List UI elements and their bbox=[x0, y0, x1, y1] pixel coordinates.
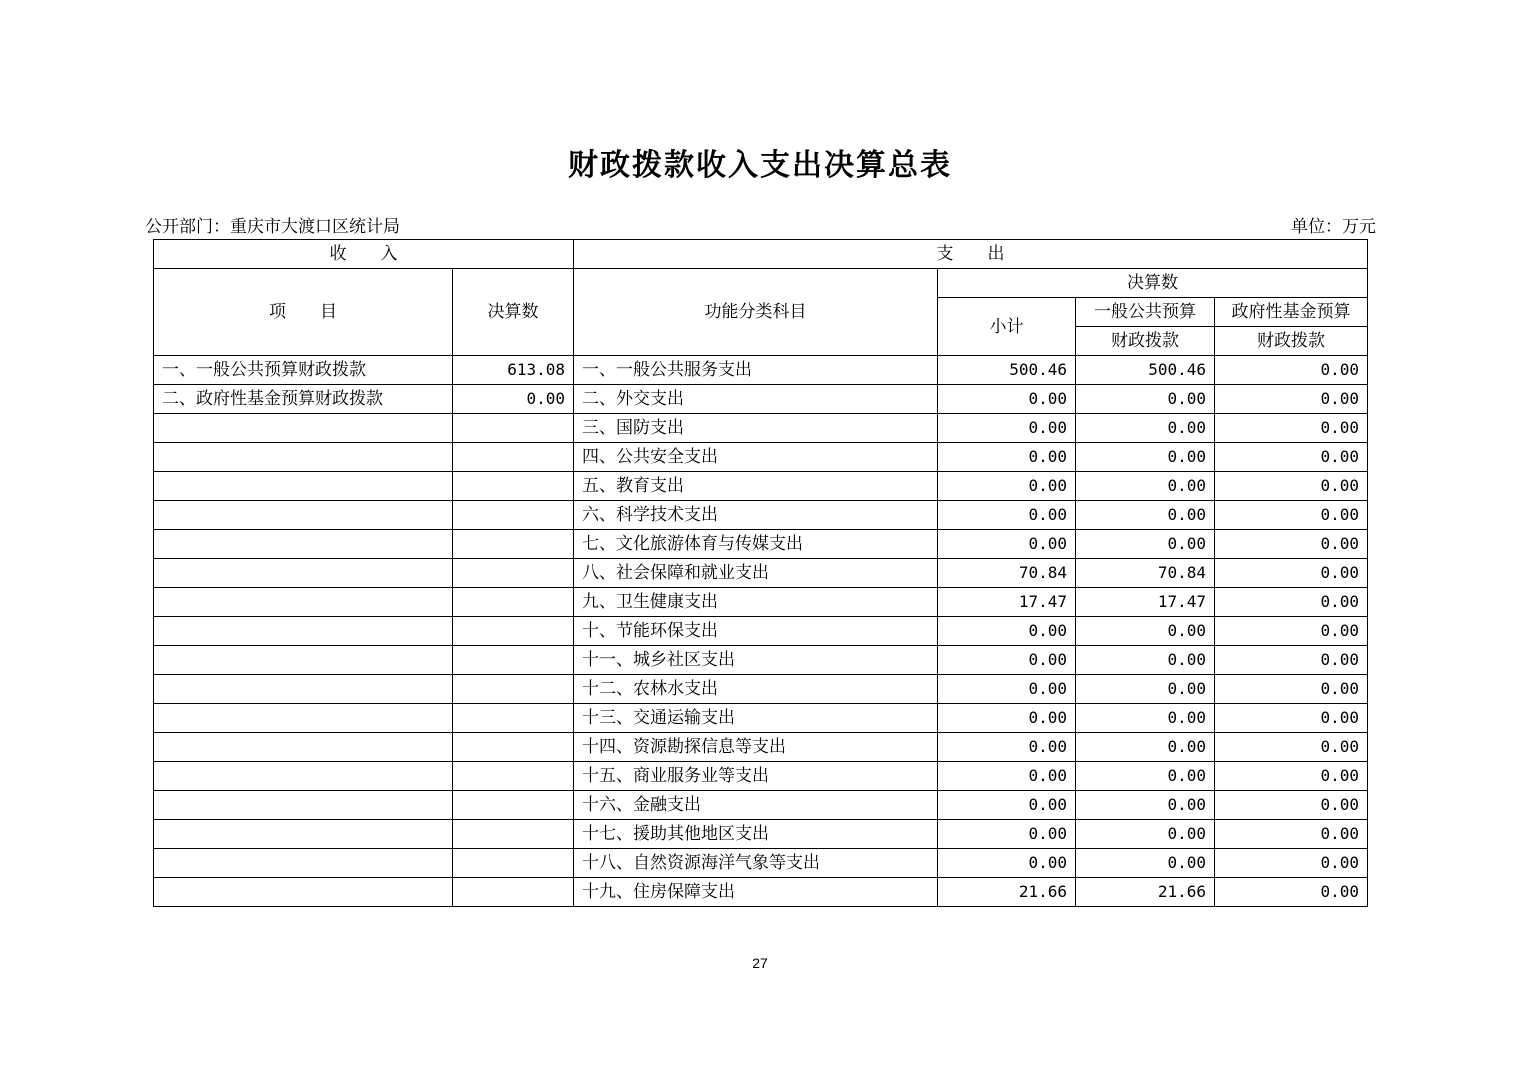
income-amount-cell bbox=[453, 878, 574, 907]
subject-cell: 十九、住房保障支出 bbox=[574, 878, 938, 907]
table-row bbox=[154, 443, 1368, 472]
subject-cell: 十五、商业服务业等支出 bbox=[574, 762, 938, 791]
income-item-cell bbox=[154, 443, 453, 472]
gov-fund-cell: 0.00 bbox=[1215, 414, 1368, 443]
subject-cell: 六、科学技术支出 bbox=[574, 501, 938, 530]
general-budget-cell: 70.84 bbox=[1076, 559, 1215, 588]
subtotal-cell: 70.84 bbox=[938, 559, 1076, 588]
general-budget-cell: 0.00 bbox=[1076, 704, 1215, 733]
income-amount-cell bbox=[453, 472, 574, 501]
table-row bbox=[154, 559, 1368, 588]
gov-fund-header-line2: 财政拨款 bbox=[1215, 327, 1368, 356]
subtotal-cell: 0.00 bbox=[938, 617, 1076, 646]
subtotal-cell: 0.00 bbox=[938, 849, 1076, 878]
gov-fund-cell: 0.00 bbox=[1215, 356, 1368, 385]
final-amount-group-header: 决算数 bbox=[938, 269, 1368, 298]
table-row bbox=[154, 820, 1368, 849]
income-amount-cell bbox=[453, 414, 574, 443]
income-amount-cell bbox=[453, 675, 574, 704]
subtotal-cell: 0.00 bbox=[938, 762, 1076, 791]
table-row bbox=[154, 588, 1368, 617]
subject-cell: 十、节能环保支出 bbox=[574, 617, 938, 646]
general-budget-cell: 0.00 bbox=[1076, 762, 1215, 791]
general-budget-cell: 0.00 bbox=[1076, 472, 1215, 501]
general-budget-cell: 0.00 bbox=[1076, 501, 1215, 530]
general-budget-cell: 21.66 bbox=[1076, 878, 1215, 907]
subtotal-header: 小计 bbox=[938, 298, 1076, 356]
subtotal-cell: 17.47 bbox=[938, 588, 1076, 617]
income-item-cell: 二、政府性基金预算财政拨款 bbox=[154, 385, 453, 414]
income-item-cell bbox=[154, 646, 453, 675]
income-amount-cell bbox=[453, 733, 574, 762]
gov-fund-cell: 0.00 bbox=[1215, 472, 1368, 501]
subtotal-cell: 0.00 bbox=[938, 414, 1076, 443]
table-row bbox=[154, 704, 1368, 733]
income-amount-cell: 0.00 bbox=[453, 385, 574, 414]
income-item-cell bbox=[154, 849, 453, 878]
general-budget-cell: 0.00 bbox=[1076, 849, 1215, 878]
income-amount-cell bbox=[453, 704, 574, 733]
function-subject-header: 功能分类科目 bbox=[574, 269, 938, 356]
general-budget-header-line2: 财政拨款 bbox=[1076, 327, 1215, 356]
general-budget-cell: 0.00 bbox=[1076, 385, 1215, 414]
gov-fund-cell: 0.00 bbox=[1215, 646, 1368, 675]
income-amount-cell bbox=[453, 559, 574, 588]
general-budget-cell: 0.00 bbox=[1076, 530, 1215, 559]
subtotal-cell: 0.00 bbox=[938, 675, 1076, 704]
subject-cell: 十七、援助其他地区支出 bbox=[574, 820, 938, 849]
income-amount-cell bbox=[453, 646, 574, 675]
income-item-cell bbox=[154, 791, 453, 820]
income-amount-header: 决算数 bbox=[453, 269, 574, 356]
table-row bbox=[154, 385, 1368, 414]
income-amount-cell bbox=[453, 443, 574, 472]
general-budget-cell: 0.00 bbox=[1076, 820, 1215, 849]
table-row bbox=[154, 472, 1368, 501]
income-amount-cell bbox=[453, 501, 574, 530]
gov-fund-cell: 0.00 bbox=[1215, 675, 1368, 704]
subtotal-cell: 0.00 bbox=[938, 820, 1076, 849]
table-row bbox=[154, 733, 1368, 762]
subject-cell: 十八、自然资源海洋气象等支出 bbox=[574, 849, 938, 878]
income-item-cell bbox=[154, 878, 453, 907]
gov-fund-cell: 0.00 bbox=[1215, 559, 1368, 588]
table-row bbox=[154, 356, 1368, 385]
income-amount-cell: 613.08 bbox=[453, 356, 574, 385]
subtotal-cell: 21.66 bbox=[938, 878, 1076, 907]
table-row bbox=[154, 675, 1368, 704]
income-item-cell bbox=[154, 704, 453, 733]
subtotal-cell: 0.00 bbox=[938, 443, 1076, 472]
gov-fund-cell: 0.00 bbox=[1215, 443, 1368, 472]
subject-cell: 一、一般公共服务支出 bbox=[574, 356, 938, 385]
income-item-cell bbox=[154, 414, 453, 443]
gov-fund-cell: 0.00 bbox=[1215, 820, 1368, 849]
general-budget-cell: 0.00 bbox=[1076, 414, 1215, 443]
income-item-cell bbox=[154, 588, 453, 617]
gov-fund-cell: 0.00 bbox=[1215, 791, 1368, 820]
income-amount-cell bbox=[453, 791, 574, 820]
subtotal-cell: 0.00 bbox=[938, 472, 1076, 501]
subject-cell: 三、国防支出 bbox=[574, 414, 938, 443]
table-row bbox=[154, 617, 1368, 646]
income-amount-cell bbox=[453, 849, 574, 878]
table-row bbox=[154, 646, 1368, 675]
income-item-cell bbox=[154, 472, 453, 501]
table-row bbox=[154, 762, 1368, 791]
gov-fund-cell: 0.00 bbox=[1215, 501, 1368, 530]
subtotal-cell: 0.00 bbox=[938, 385, 1076, 414]
subject-cell: 四、公共安全支出 bbox=[574, 443, 938, 472]
subject-cell: 十四、资源勘探信息等支出 bbox=[574, 733, 938, 762]
budget-table bbox=[153, 239, 1368, 907]
income-item-cell bbox=[154, 617, 453, 646]
income-header: 收 入 bbox=[154, 240, 574, 269]
subject-cell: 十六、金融支出 bbox=[574, 791, 938, 820]
subject-cell: 十一、城乡社区支出 bbox=[574, 646, 938, 675]
page-number: 27 bbox=[752, 955, 768, 971]
subject-cell: 二、外交支出 bbox=[574, 385, 938, 414]
income-item-cell bbox=[154, 733, 453, 762]
income-item-cell bbox=[154, 559, 453, 588]
income-amount-cell bbox=[453, 530, 574, 559]
income-amount-cell bbox=[453, 617, 574, 646]
gov-fund-cell: 0.00 bbox=[1215, 733, 1368, 762]
table-row bbox=[154, 849, 1368, 878]
general-budget-cell: 0.00 bbox=[1076, 733, 1215, 762]
general-budget-cell: 0.00 bbox=[1076, 791, 1215, 820]
table-row bbox=[154, 878, 1368, 907]
income-item-cell bbox=[154, 675, 453, 704]
general-budget-cell: 500.46 bbox=[1076, 356, 1215, 385]
subtotal-cell: 0.00 bbox=[938, 733, 1076, 762]
income-item-cell bbox=[154, 530, 453, 559]
gov-fund-cell: 0.00 bbox=[1215, 762, 1368, 791]
subtotal-cell: 0.00 bbox=[938, 646, 1076, 675]
table-row bbox=[154, 791, 1368, 820]
item-header: 项 目 bbox=[154, 269, 453, 356]
subject-cell: 七、文化旅游体育与传媒支出 bbox=[574, 530, 938, 559]
subtotal-cell: 0.00 bbox=[938, 501, 1076, 530]
subtotal-cell: 0.00 bbox=[938, 530, 1076, 559]
page-title: 财政拨款收入支出决算总表 bbox=[568, 148, 952, 183]
income-item-cell bbox=[154, 762, 453, 791]
subject-cell: 五、教育支出 bbox=[574, 472, 938, 501]
subject-cell: 九、卫生健康支出 bbox=[574, 588, 938, 617]
department-label: 公开部门：重庆市大渡口区统计局 bbox=[145, 217, 400, 237]
gov-fund-cell: 0.00 bbox=[1215, 849, 1368, 878]
gov-fund-cell: 0.00 bbox=[1215, 385, 1368, 414]
table-row bbox=[154, 501, 1368, 530]
income-item-cell: 一、一般公共预算财政拨款 bbox=[154, 356, 453, 385]
gov-fund-cell: 0.00 bbox=[1215, 530, 1368, 559]
general-budget-cell: 0.00 bbox=[1076, 675, 1215, 704]
income-item-cell bbox=[154, 820, 453, 849]
gov-fund-header-line1: 政府性基金预算 bbox=[1215, 298, 1368, 327]
gov-fund-cell: 0.00 bbox=[1215, 704, 1368, 733]
general-budget-cell: 0.00 bbox=[1076, 646, 1215, 675]
unit-label: 单位：万元 bbox=[1291, 217, 1376, 237]
gov-fund-cell: 0.00 bbox=[1215, 878, 1368, 907]
gov-fund-cell: 0.00 bbox=[1215, 588, 1368, 617]
general-budget-header-line1: 一般公共预算 bbox=[1076, 298, 1215, 327]
income-amount-cell bbox=[453, 820, 574, 849]
table-row bbox=[154, 414, 1368, 443]
general-budget-cell: 0.00 bbox=[1076, 617, 1215, 646]
gov-fund-cell: 0.00 bbox=[1215, 617, 1368, 646]
subtotal-cell: 0.00 bbox=[938, 791, 1076, 820]
subject-cell: 八、社会保障和就业支出 bbox=[574, 559, 938, 588]
income-amount-cell bbox=[453, 588, 574, 617]
expense-header: 支 出 bbox=[574, 240, 1368, 269]
subject-cell: 十三、交通运输支出 bbox=[574, 704, 938, 733]
table-row bbox=[154, 530, 1368, 559]
income-amount-cell bbox=[453, 762, 574, 791]
general-budget-cell: 17.47 bbox=[1076, 588, 1215, 617]
income-item-cell bbox=[154, 501, 453, 530]
subtotal-cell: 0.00 bbox=[938, 704, 1076, 733]
subtotal-cell: 500.46 bbox=[938, 356, 1076, 385]
subject-cell: 十二、农林水支出 bbox=[574, 675, 938, 704]
general-budget-cell: 0.00 bbox=[1076, 443, 1215, 472]
